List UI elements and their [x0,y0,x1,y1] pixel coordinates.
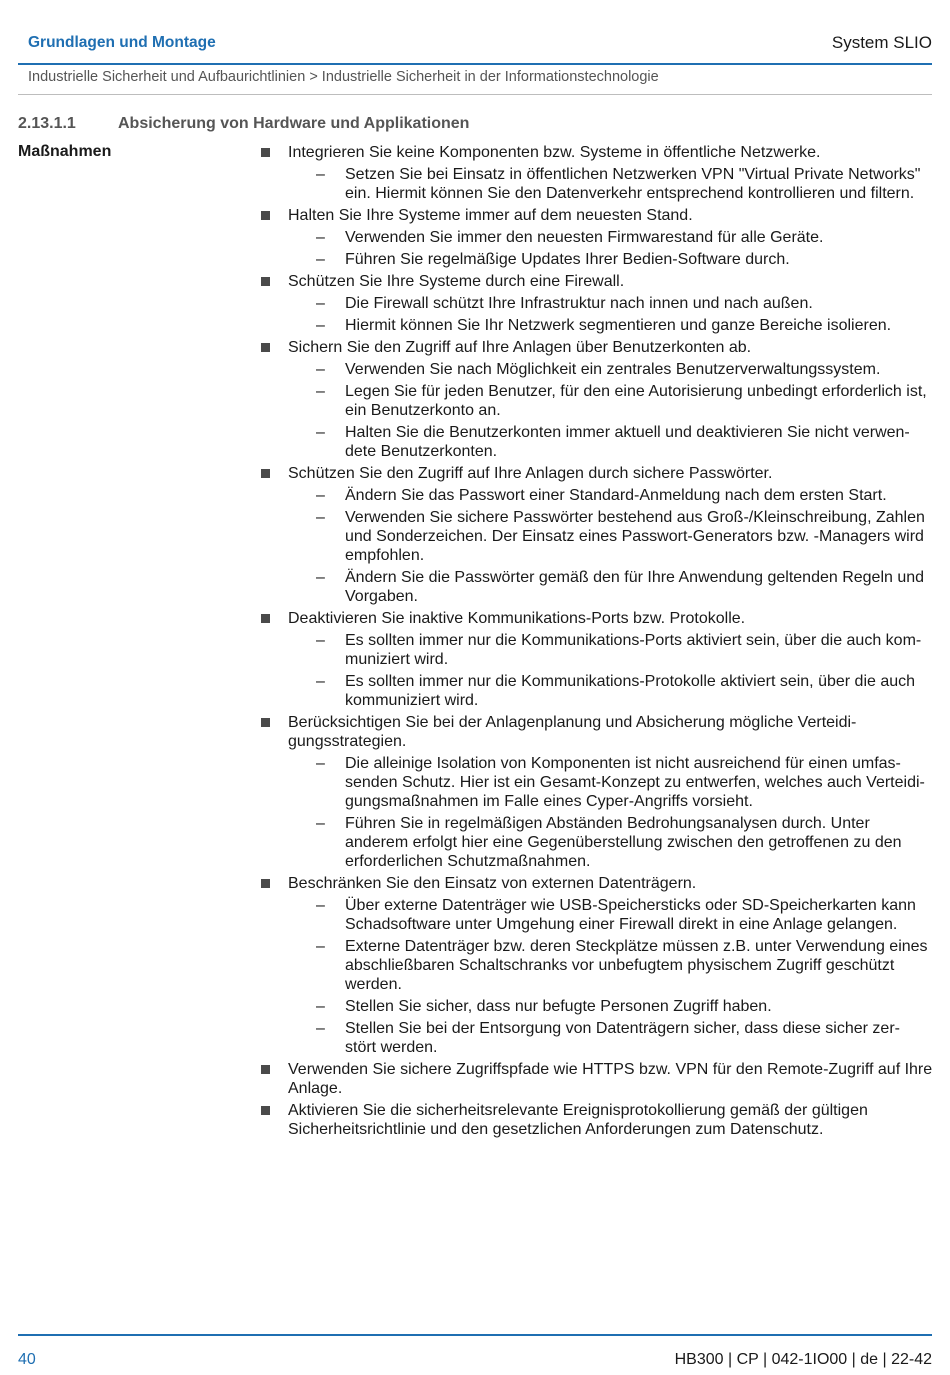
sub-item [288,754,935,811]
square-bullet-icon [261,211,270,220]
sub-item [288,228,935,247]
sub-item-text: Halten Sie die Benutzerkonten immer aktuell und deaktivieren Sie nicht verwen- dete Benutzerkonten. [345,424,910,460]
bullet-text: Sichern Sie den Zugriff auf Ihre Anlagen über Benutzerkonten ab. [288,339,752,356]
dash-bullet-icon: – [316,295,325,312]
bullet-item [260,464,935,606]
sub-item-text: Hiermit können Sie Ihr Netzwerk segmentieren und ganze Bereiche isolieren. [345,317,892,334]
sub-item [288,568,935,606]
sub-item [288,382,935,420]
sub-item [288,937,935,994]
side-label: Maßnahmen [18,143,112,160]
square-bullet-icon [261,879,270,888]
dash-bullet-icon: – [316,632,325,649]
dash-bullet-icon: – [316,938,325,955]
dash-bullet-icon: – [316,166,325,183]
dash-bullet-icon: – [316,998,325,1015]
sub-item [288,896,935,934]
dash-bullet-icon: – [316,361,325,378]
bullet-text: Deaktivieren Sie inaktive Kommunikations-Ports bzw. Protokolle. [288,610,746,627]
sub-item-text: Legen Sie für jeden Benutzer, für den eine Autorisierung unbedingt erforderlich ist, ein Benutzerkonto an. [345,383,927,419]
bullet-item [260,338,935,461]
sub-item [288,631,935,669]
sub-item-text: Ändern Sie die Passwörter gemäß den für Ihre Anwendung geltenden Regeln und Vorgaben. [345,569,925,605]
sub-item [288,250,935,269]
product-name: System SLIO [831,33,932,52]
bullet-item [260,1101,935,1139]
dash-bullet-icon: – [316,424,325,441]
section-title: Absicherung von Hardware und Applikationen [118,115,470,132]
bullet-item [260,206,935,269]
sub-item [288,1019,935,1057]
sub-item-text: Ändern Sie das Passwort einer Standard-Anmeldung nach dem ersten Start. [345,487,887,504]
sub-item [288,360,935,379]
bullet-item [260,272,935,335]
square-bullet-icon [261,718,270,727]
bullet-text: Verwenden Sie sichere Zugriffspfade wie HTTPS bzw. VPN für den Remote-Zugriff auf Ihre Anlage. [288,1061,933,1097]
header-divider [18,63,932,65]
measures-list [260,143,935,1142]
bullet-item [260,609,935,710]
square-bullet-icon [261,343,270,352]
bullet-item [260,1060,935,1098]
dash-bullet-icon: – [316,509,325,526]
dash-bullet-icon: – [316,229,325,246]
chapter-title: Grundlagen und Montage [28,34,216,51]
sub-item-text: Führen Sie regelmäßige Updates Ihrer Bedien-Software durch. [345,251,790,268]
dash-bullet-icon: – [316,487,325,504]
bullet-item [260,874,935,1057]
page-number: 40 [18,1351,36,1368]
dash-bullet-icon: – [316,815,325,832]
sub-item-text: Verwenden Sie sichere Passwörter bestehend aus Groß-/Kleinschreibung, Zahlen und Sonderzeichen. Der Einsatz eines Passwort-Generators bzw. -Managers wird empfohlen. [345,509,925,564]
dash-bullet-icon: – [316,1020,325,1037]
square-bullet-icon [261,1106,270,1115]
bullet-text: Aktivieren Sie die sicherheitsrelevante Ereignisprotokollierung gemäß der gültigen Sicherheitsrichtlinie und den gesetzlichen Anforderungen zum Datenschutz. [288,1102,868,1138]
dash-bullet-icon: – [316,251,325,268]
square-bullet-icon [261,1065,270,1074]
sub-item-text: Die Firewall schützt Ihre Infrastruktur nach innen und nach außen. [345,295,813,312]
square-bullet-icon [261,469,270,478]
sub-item [288,316,935,335]
sub-item [288,672,935,710]
sub-item-text: Die alleinige Isolation von Komponenten ist nicht ausreichend für einen umfas- senden Schutz. Hier ist ein Gesamt-Konzept zu entwerfen, welches auch Verteidi- gungsmaßnahmen im Falle eines Cyper-Angriffs vorsieht. [345,755,925,810]
sub-item-text: Verwenden Sie immer den neuesten Firmwarestand für alle Geräte. [345,229,824,246]
sub-item-text: Es sollten immer nur die Kommunikations-Ports aktiviert sein, über die auch kom- muniziert wird. [345,632,922,668]
sub-item [288,165,935,203]
dash-bullet-icon: – [316,897,325,914]
dash-bullet-icon: – [316,755,325,772]
document-id: HB300 | CP | 042-1IO00 | de | 22-42 [674,1351,932,1368]
bullet-text: Halten Sie Ihre Systeme immer auf dem neuesten Stand. [288,207,693,224]
sub-item-text: Setzen Sie bei Einsatz in öffentlichen Netzwerken VPN "Virtual Private Networks" ein. Hiermit können Sie den Datenverkehr entsprechend kontrollieren und filtern. [345,166,921,202]
bullet-text: Schützen Sie Ihre Systeme durch eine Firewall. [288,273,625,290]
sub-item [288,814,935,871]
sub-item [288,997,935,1016]
bullet-text: Schützen Sie den Zugriff auf Ihre Anlagen durch sichere Passwörter. [288,465,773,482]
bullet-item [260,143,935,203]
breadcrumb: Industrielle Sicherheit und Aufbaurichtlinien > Industrielle Sicherheit in der Informationstechnologie [28,69,659,85]
sub-item-text: Verwenden Sie nach Möglichkeit ein zentrales Benutzerverwaltungssystem. [345,361,881,378]
sub-item [288,294,935,313]
square-bullet-icon [261,614,270,623]
bullet-text: Integrieren Sie keine Komponenten bzw. Systeme in öffentliche Netzwerke. [288,144,821,161]
square-bullet-icon [261,277,270,286]
bullet-item [260,713,935,871]
sub-item [288,423,935,461]
sub-item [288,508,935,565]
breadcrumb-divider [18,94,932,95]
sub-item-text: Externe Datenträger bzw. deren Steckplätze müssen z.B. unter Verwendung eines abschließbaren Schaltschranks vor unbefugtem physischem Zugriff geschützt werden. [345,938,928,993]
sub-item-text: Stellen Sie bei der Entsorgung von Datenträgern sicher, dass diese sicher zer- stört werden. [345,1020,900,1056]
dash-bullet-icon: – [316,317,325,334]
sub-item-text: Es sollten immer nur die Kommunikations-Protokolle aktiviert sein, über die auch kommuniziert wird. [345,673,916,709]
footer-divider [18,1334,932,1336]
bullet-text: Berücksichtigen Sie bei der Anlagenplanung und Absicherung mögliche Verteidi- gungsstrategien. [288,714,857,750]
sub-item-text: Führen Sie in regelmäßigen Abständen Bedrohungsanalysen durch. Unter anderem erfolgt hier eine Gegenüberstellung zwischen den getroffenen zu den erforderlichen Schutzmaßnahmen. [345,815,902,870]
sub-item [288,486,935,505]
dash-bullet-icon: – [316,673,325,690]
dash-bullet-icon: – [316,383,325,400]
sub-item-text: Stellen Sie sicher, dass nur befugte Personen Zugriff haben. [345,998,772,1015]
square-bullet-icon [261,148,270,157]
dash-bullet-icon: – [316,569,325,586]
bullet-text: Beschränken Sie den Einsatz von externen Datenträgern. [288,875,697,892]
sub-item-text: Über externe Datenträger wie USB-Speichersticks oder SD-Speicherkarten kann Schadsoftware unter Umgehung einer Firewall direkt in eine Anlage gelangen. [345,897,916,933]
section-number: 2.13.1.1 [18,115,76,132]
